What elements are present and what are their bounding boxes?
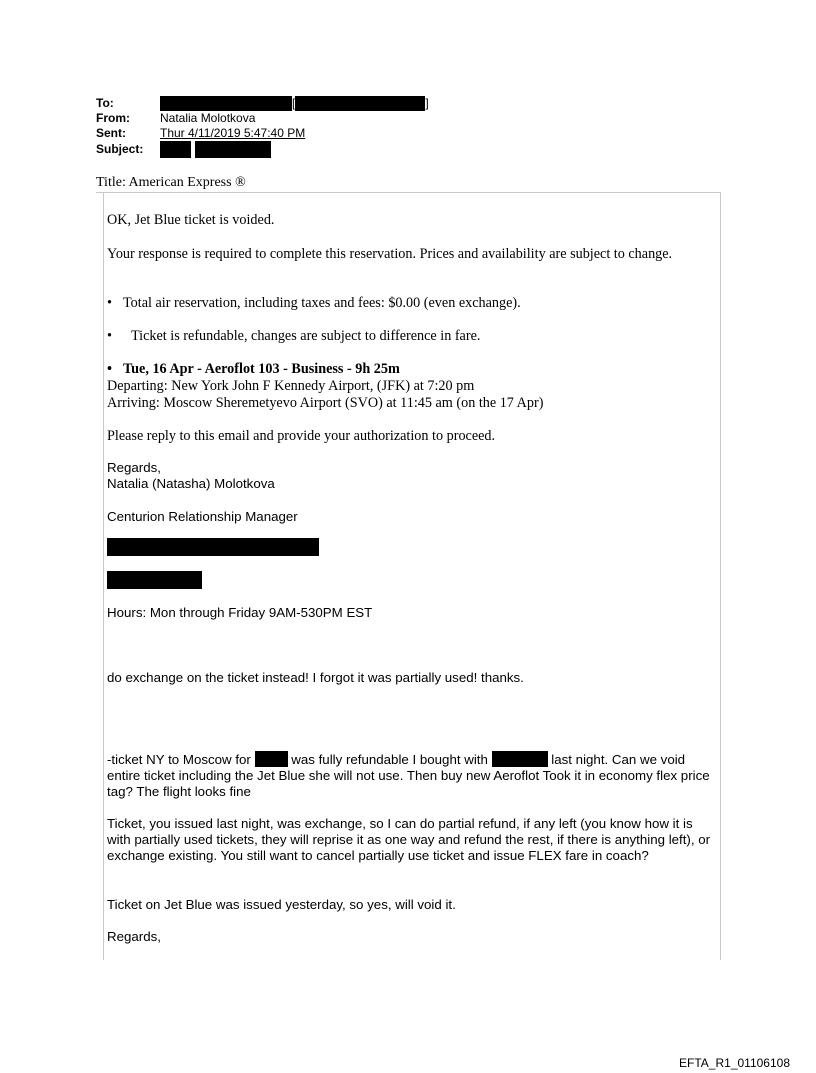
message-body (103, 192, 721, 960)
sent-label: Sent: (96, 126, 126, 140)
title-line: Title: American Express ® (96, 174, 720, 193)
to-label: To: (96, 96, 114, 110)
ticket-message (107, 751, 715, 800)
response-required-text: Your response is required to complete this reservation. Prices and availability are subject to change. (107, 246, 673, 262)
regards-text: Regards, (107, 929, 161, 944)
redaction-bar (295, 96, 425, 111)
subject-value (160, 141, 271, 158)
subject-label: Subject: (96, 142, 144, 156)
redaction-bar (492, 751, 548, 767)
partial-refund-message: Ticket, you issued last night, was exchange, so I can do partial refund, if any left (you know how it is with partially used tickets, they will reprise it as one way and refund the rest, if there is anything left), or exchange existing. You still want to cancel partially use ticket and issue FLEX fare in coach? (107, 816, 711, 863)
exchange-message: do exchange on the ticket instead! I forgot it was partially used! thanks. (107, 670, 524, 685)
departing-text: Departing: New York John F Kennedy Airport, (JFK) at 7:20 pm (107, 378, 475, 394)
ticket-message-part3: last night. Can we void entire ticket including the Jet Blue she will not use. Then buy new Aeroflot Took it in economy flex price tag? The flight looks fine (107, 752, 710, 799)
regards-text: Regards, (107, 460, 161, 475)
arriving-text: Arriving: Moscow Sheremetyevo Airport (SVO) at 11:45 am (on the 17 Apr) (107, 395, 544, 411)
document-id: EFTA_R1_01106108 (679, 1056, 790, 1070)
voided-text: OK, Jet Blue ticket is voided. (107, 212, 275, 228)
bullet-total (107, 295, 715, 312)
redaction-bar (255, 751, 288, 767)
redaction-bar (160, 96, 292, 111)
to-bracket-open: [ (292, 96, 296, 110)
bullet-icon: • (107, 295, 112, 311)
to-value (160, 96, 429, 111)
reply-text: Please reply to this email and provide your authorization to proceed. (107, 428, 496, 444)
email-header (96, 96, 429, 158)
bullet-refundable-text: Ticket is refundable, changes are subject to difference in fare. (131, 328, 481, 344)
ticket-message-part2: was fully refundable I bought with (291, 752, 488, 767)
bullet-total-text: Total air reservation, including taxes and fees: $0.00 (even exchange). (123, 295, 521, 311)
redaction-bar (195, 141, 271, 158)
redaction-bar (107, 538, 319, 556)
ticket-message-part1: -ticket NY to Moscow for (107, 752, 251, 767)
bullet-icon: • (107, 361, 112, 377)
signature-title: Centurion Relationship Manager (107, 509, 298, 524)
bullet-icon: • (107, 328, 112, 344)
subject-row (96, 141, 429, 158)
from-row (96, 111, 429, 126)
signature-name: Natalia (Natasha) Molotkova (107, 476, 275, 491)
hours-text: Hours: Mon through Friday 9AM-530PM EST (107, 605, 373, 620)
from-value: Natalia Molotkova (160, 111, 256, 125)
redaction-bar (160, 141, 191, 158)
bullet-refundable (107, 328, 715, 345)
redaction-bar (107, 571, 202, 589)
from-label: From: (96, 111, 130, 125)
jetblue-message: Ticket on Jet Blue was issued yesterday, so yes, will void it. (107, 897, 456, 912)
sent-row (96, 126, 429, 141)
to-bracket-close: ] (425, 96, 429, 110)
flight-heading (107, 361, 715, 378)
to-row (96, 96, 429, 111)
sent-value: Thur 4/11/2019 5:47:40 PM (160, 126, 306, 140)
flight-title: Tue, 16 Apr - Aeroflot 103 - Business - 9h 25m (123, 361, 400, 377)
